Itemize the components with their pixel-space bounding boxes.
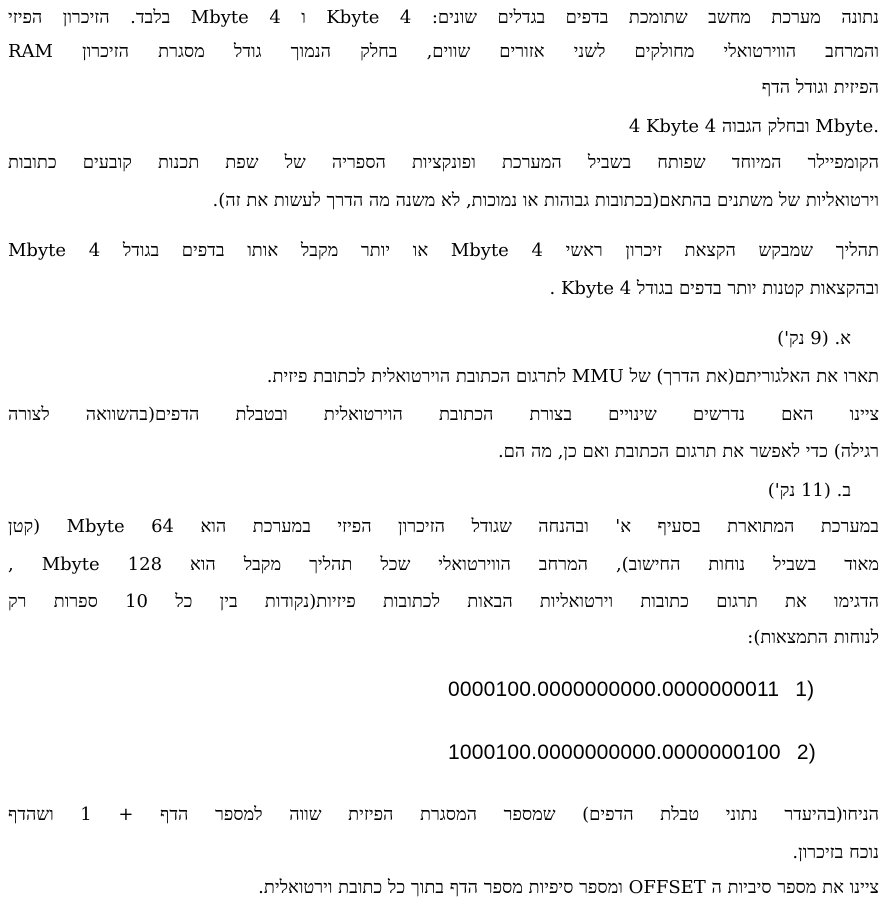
virtual-address-1 (448, 677, 814, 703)
section-b-line-7: ציינו את מספר סיביות ה OFFSET ומספר סיפיות מספר הדף בתוך כל כתובת וירטואלית. (258, 877, 879, 898)
intro-line-1: נתונה מערכת מחשב שתומכת בדפים בגדלים שונים: 4 Kbyte ו 4 Mbyte בלבד. הזיכרון הפיזי (8, 7, 879, 28)
section-a-line-1: תארו את האלגוריתם(את הדרך) של MMU לתרגום הכתובת הוירטואלית לכתובת פיזית. (266, 366, 879, 387)
section-b-line-3: הדגימו את תרגום כתובות וירטואליות הבאות לכתובות פיזיות(נקודות בין כל 10 ספרות רק (8, 591, 879, 612)
intro-line-8: ובהקצאות קטנות יותר בדפים בגודל 4 Kbyte . (549, 278, 879, 299)
section-b-line-4: לנוחות התמצאות): (747, 627, 879, 648)
section-b-line-1: במערכת המתוארת בסעיף א' ובהנחה שגודל הזיכרון הפיזי במערכת הוא 64 Mbyte (קטן (8, 516, 879, 537)
intro-line-6: וירטואליות של משתנים בהתאם(בכתובות גבוהות או נמוכות, לא משנה מה הדרך לעשות את זה). (212, 190, 879, 211)
intro-line-7: תהליך שמבקש הקצאת זיכרון ראשי 4 Mbyte או יותר מקבל אותו בדפים בגודל 4 Mbyte (8, 240, 880, 261)
virtual-address-2 (448, 740, 816, 766)
section-b-line-5: הניחו(בהיעדר נתוני טבלת הדפים) שמספר המסגרת הפיזית שווה למספר הדף + 1 ושהדף (8, 804, 879, 825)
section-a-heading: א. (9 נק') (777, 328, 851, 349)
intro-line-4: 4 Kbyte ובחלק הגבוה 4 Mbyte. (628, 116, 879, 137)
intro-line-3: הפיזית וגודל הדף (761, 77, 879, 98)
virtual-address-2-value: 1000100.0000000000.0000000100 (448, 741, 781, 764)
section-a-line-3: רגילה) כדי לאפשר את תרגום הכתובת ואם כן, מה הם. (497, 441, 879, 462)
section-a-line-2: ציינו האם נדרשים שינויים בצורת הכתובת הוירטואלית ובטבלת הדפים(בהשוואה לצורה (8, 404, 879, 425)
intro-line-2: RAM והמרחב הווירטואלי מחולקים לשני אזורים שווים, בחלק הנמוך גודל מסגרת הזיכרון (8, 41, 879, 62)
section-b-heading: ב. (11 נק') (767, 480, 851, 501)
intro-line-5: הקומפיילר המיוחד שפותח בשביל המערכת ופונקציות הספריה של שפת תכנות קובעים כתובות (8, 152, 879, 173)
virtual-address-1-value: 0000100.0000000000.0000000011 (448, 678, 780, 701)
section-b-line-6: נוכח בזיכרון. (792, 842, 879, 863)
section-b-line-2: מאוד בשביל נוחות החישוב), המרחב הווירטואלי שכל תהליך מקבל הוא 128 Mbyte , (8, 554, 879, 575)
virtual-address-1-index: 1) (795, 678, 815, 701)
virtual-address-2-index: 2) (796, 741, 816, 764)
